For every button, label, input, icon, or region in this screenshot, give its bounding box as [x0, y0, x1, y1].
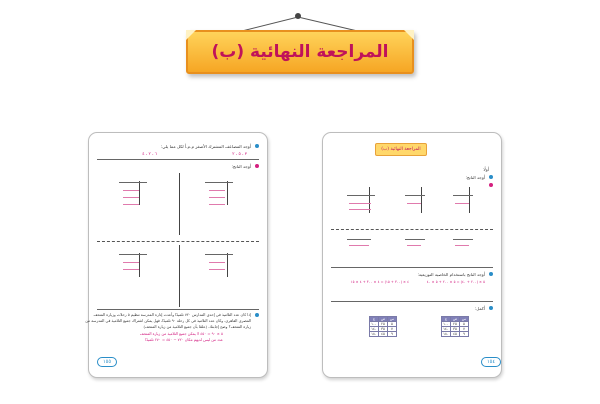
work-line — [209, 197, 225, 198]
table-row: ١٨٠ ٤٥ ٩ — [370, 332, 397, 337]
question-bullet — [255, 144, 259, 148]
work-line — [407, 245, 421, 246]
column-separator — [179, 173, 180, 235]
question-bullet — [489, 183, 493, 187]
division-bracket — [139, 253, 140, 277]
work-bar — [347, 195, 375, 196]
work-line — [123, 204, 139, 205]
work-bracket — [421, 187, 422, 213]
question-1-label: أوجد المضاعف المشترك الأصغر م.م.أ لكل مما يلي: — [160, 144, 251, 149]
question-bullet — [255, 164, 259, 168]
divider — [97, 159, 259, 160]
banner-fold-right — [404, 30, 414, 40]
question-3-label: أكمل: — [474, 306, 485, 311]
division-bar — [205, 254, 233, 255]
page-title-banner: المراجعة النهائية (ب) — [375, 143, 427, 156]
banner-title: المراجعة النهائية (ب) — [211, 42, 389, 62]
work-line — [209, 190, 225, 191]
title-banner — [186, 30, 414, 74]
dashed-divider — [331, 229, 493, 230]
question-bullet — [255, 313, 259, 317]
worksheet-page-left — [85, 132, 268, 378]
question-3-answer-2: عدد من ليس لديهم مكان ٧٢٠ − ٤٥٠ = ٢٧٠ تلميذًا — [145, 338, 223, 342]
table-header: ع — [370, 317, 379, 322]
worksheet-page-right — [322, 132, 502, 378]
work-line — [349, 203, 371, 204]
work-line — [123, 190, 139, 191]
question-3-text-2: المصري القاهري، وكان عدد التلاميذ في كل رحلة ٩٠ تلميذًا، فهل يمكن اشتراك جميع التلاميذ في المدرسة من — [85, 319, 251, 323]
question-2-part-b: ٤ × (٣٠٠ + ١٥) = ٤ × ٣٠٠ + ٤ × ١٥ — [350, 280, 409, 284]
work-line — [407, 203, 421, 204]
work-line — [209, 262, 225, 263]
table-header: س — [388, 317, 397, 322]
division-bracket — [227, 253, 228, 277]
question-2-label: أوجد الناتج باستخدام الخاصية التوزيعية: — [417, 272, 485, 277]
work-bracket — [469, 187, 470, 213]
divider — [331, 267, 493, 268]
nail-icon — [295, 13, 301, 19]
work-line — [209, 204, 225, 205]
table-row: ١٤٠ ٣٥ ٧ — [370, 327, 397, 332]
banner-fold-left — [186, 30, 196, 40]
work-line — [123, 197, 139, 198]
work-line — [349, 209, 371, 210]
question-1-part-b: ٣ ، ٥ ، ٢ — [232, 151, 247, 156]
division-bracket — [139, 181, 140, 205]
work-line — [123, 262, 139, 263]
table-left — [369, 316, 397, 337]
table-header: ص — [451, 317, 460, 322]
work-line — [123, 269, 139, 270]
division-bracket — [227, 181, 228, 205]
division-bar — [119, 254, 147, 255]
work-bar — [453, 239, 473, 240]
question-1-part-a: ٦ ، ٢ ، ٤ — [142, 151, 157, 156]
work-bar — [405, 239, 425, 240]
work-line — [209, 269, 225, 270]
table-header: س — [460, 317, 469, 322]
page-number: ١٥٤ — [481, 357, 501, 367]
section-heading: أولًا — [483, 167, 489, 172]
question-3-answer-1: ٥ × ٩٠ = ٤٥٠ لا يمكن جميع التلاميذ من زيارة المتحف — [139, 332, 223, 336]
question-2-part-a: ٥ × (٢٠٠ + ٤٠) = ٥ × ٢٠٠ + ٥ × ٤٠ — [426, 280, 485, 284]
work-bar — [453, 195, 473, 196]
table-row: ١٠٠ ٢٥ ٥ — [370, 322, 397, 327]
table-header: ص — [379, 317, 388, 322]
question-1-label: أوجد الناتج: — [465, 175, 485, 180]
question-bullet — [489, 175, 493, 179]
table-right — [441, 316, 469, 337]
table-row: ١٤٠ ٣٥ ٧ — [442, 327, 469, 332]
question-bullet — [489, 272, 493, 276]
question-2-label: أوجد الناتج: — [231, 164, 251, 169]
work-bar — [347, 239, 371, 240]
table-row: ١٠٠ ٢٥ ٥ — [442, 322, 469, 327]
work-line — [455, 245, 469, 246]
question-bullet — [489, 306, 493, 310]
division-bar — [205, 182, 233, 183]
work-line — [455, 203, 469, 204]
divider — [331, 301, 493, 302]
dashed-divider — [97, 241, 259, 242]
division-bar — [119, 182, 147, 183]
divider — [97, 309, 259, 310]
table-row: ١٨٠ ٤٥ ٩ — [442, 332, 469, 337]
work-bar — [405, 195, 425, 196]
column-separator — [179, 245, 180, 307]
page-number: ١٥٥ — [97, 357, 117, 367]
question-3-text-3: زيارة المتحف؟ وضح إجابتك. (علمًا بأن جميع التلاميذ من زيارة المتحف) — [143, 325, 251, 329]
question-3-text-1: إذا كان عدد التلاميذ في إحدى المدارس ٧٢٠ تلميذًا وأعدت إدارة المدرسة تنظيم ٥ رحلات وزيارة المتحف — [93, 313, 251, 317]
table-header: ع — [442, 317, 451, 322]
work-line — [349, 245, 369, 246]
